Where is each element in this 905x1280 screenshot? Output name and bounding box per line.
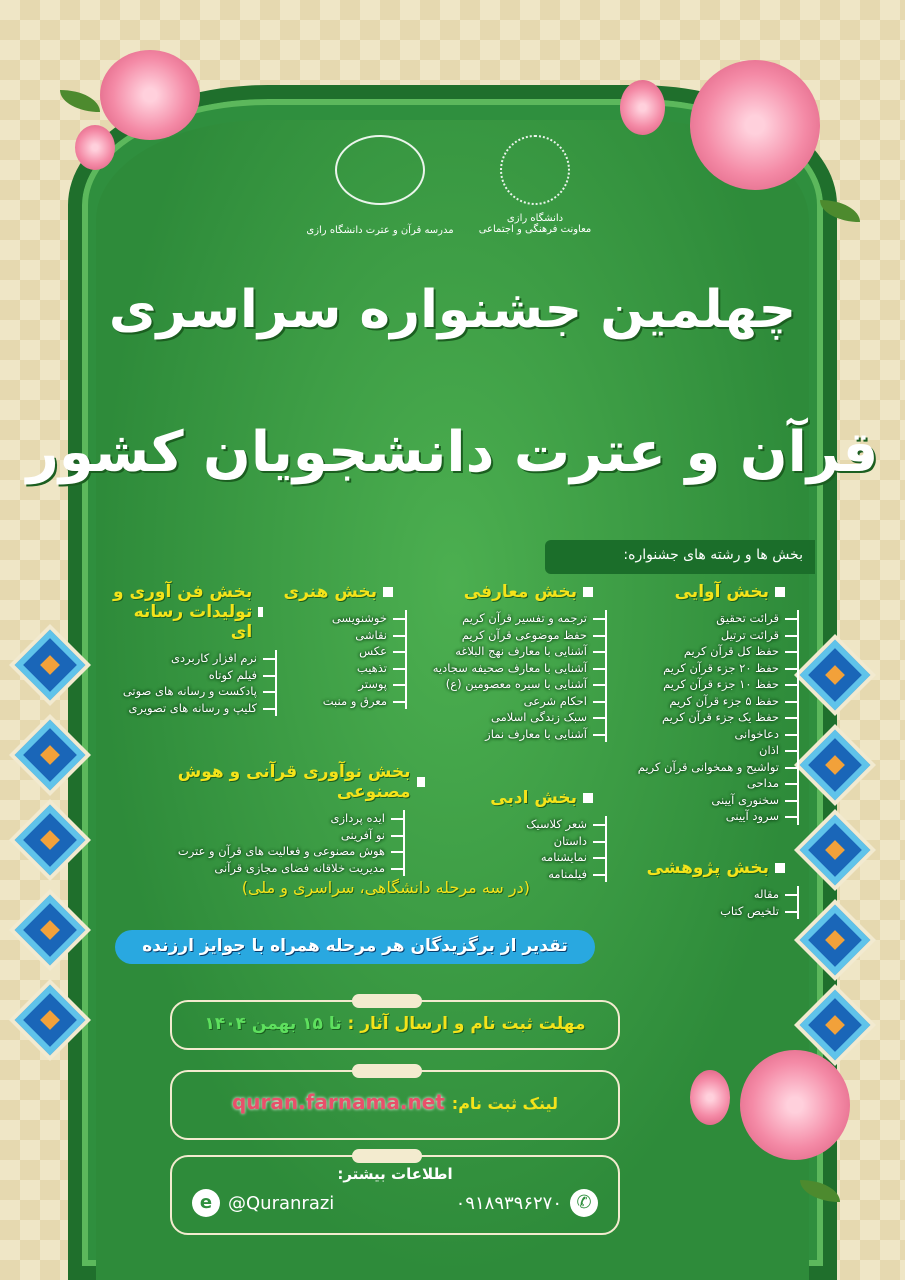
section-item: فیلم کوتاه (113, 667, 275, 684)
section-item: سبک زندگی اسلامی (413, 709, 605, 726)
section-item: معرق و منبت (283, 693, 405, 710)
eitaa-icon: e (192, 1189, 220, 1217)
section-item: حفظ ۲۰ جزء قرآن کریم (615, 660, 797, 677)
section-item: ایده پردازی (145, 810, 403, 827)
section-item: سرود آیینی (615, 808, 797, 825)
section-title: بخش نوآوری قرآنی و هوش مصنوعی (177, 762, 411, 802)
bullet-icon (775, 587, 785, 597)
contact-box (170, 1155, 620, 1235)
razi-emblem-icon (500, 135, 570, 205)
social-handle[interactable]: @Quranrazi (228, 1192, 335, 1214)
deadline-label: مهلت ثبت نام و ارسال آثار : (347, 1014, 586, 1034)
section-item: تلخیص کتاب (615, 903, 797, 920)
section-art (283, 582, 393, 709)
registration-box (170, 1070, 620, 1140)
section-item: قرائت تحقیق (615, 610, 797, 627)
section-item: ترجمه و تفسیر قرآن کریم (413, 610, 605, 627)
razi-university-logo (460, 135, 610, 235)
section-item: حفظ کل قرآن کریم (615, 643, 797, 660)
section-item: آشنایی با معارف نهج البلاغه (413, 643, 605, 660)
registration-label: لینک ثبت نام: (451, 1094, 559, 1113)
section-item: حفظ ۵ جزء قرآن کریم (615, 693, 797, 710)
rose-icon (75, 125, 115, 170)
section-item: مدیریت خلاقانه فضای مجازی قرآنی (145, 860, 403, 877)
rose-icon (620, 80, 665, 135)
leaf-icon (60, 90, 100, 112)
section-title: بخش پژوهشی (646, 858, 769, 878)
section-item: فیلمنامه (413, 866, 605, 883)
quran-school-emblem-icon (335, 135, 425, 205)
section-item: تواشیح و همخوانی قرآن کریم (615, 759, 797, 776)
divider-pill (352, 1149, 422, 1163)
contact-label: اطلاعات بیشتر: (337, 1165, 453, 1183)
section-item: نقاشی (283, 627, 405, 644)
bullet-icon (417, 777, 426, 787)
section-title: بخش معارفی (463, 582, 577, 602)
section-item: داستان (413, 833, 605, 850)
rose-icon (100, 50, 200, 140)
logo-caption: دانشگاه رازی (506, 213, 564, 224)
section-item: حفظ یک جزء قرآن کریم (615, 709, 797, 726)
quran-school-logo (305, 135, 455, 236)
bullet-icon (258, 607, 263, 617)
section-item: پادکست و رسانه های صوتی (113, 683, 275, 700)
section-item: آشنایی با سیره معصومین (ع) (413, 676, 605, 693)
section-item: خوشنویسی (283, 610, 405, 627)
section-title: بخش آوایی (674, 582, 769, 602)
section-item: مقاله (615, 886, 797, 903)
registration-link[interactable]: quran.farnama.net (231, 1090, 445, 1114)
section-item: سخنوری آیینی (615, 792, 797, 809)
section-item: عکس (283, 643, 405, 660)
section-item: شعر کلاسیک (413, 816, 605, 833)
award-banner: تقدیر از برگزیدگان هر مرحله همراه با جوایز ارزنده (115, 930, 595, 964)
section-item: قرائت ترتیل (615, 627, 797, 644)
sections-label: بخش ها و رشته های جشنواره: (545, 540, 815, 574)
section-item: آشنایی با معارف صحیفه سجادیه (413, 660, 605, 677)
section-innovation-ai (145, 762, 425, 876)
section-item: نمایشنامه (413, 849, 605, 866)
section-item: حفظ ۱۰ جزء قرآن کریم (615, 676, 797, 693)
section-title: بخش هنری (283, 582, 377, 602)
section-research (615, 858, 785, 919)
section-item: اذان (615, 742, 797, 759)
divider-pill (352, 994, 422, 1008)
section-item: کلیپ و رسانه های تصویری (113, 700, 275, 717)
section-literary (413, 788, 593, 882)
section-item: حفظ موضوعی قرآن کریم (413, 627, 605, 644)
section-item: مداحی (615, 775, 797, 792)
stages-note: (در سه مرحله دانشگاهی، سراسری و ملی) (241, 878, 530, 897)
deadline-date: تا ۱۵ بهمن ۱۴۰۴ (204, 1014, 342, 1034)
rose-icon (690, 1070, 730, 1125)
section-title: بخش فن آوری و تولیدات رسانه ای (113, 582, 253, 642)
bullet-icon (583, 587, 593, 597)
rose-icon (690, 60, 820, 190)
logo-caption: مدرسه قرآن و عترت دانشگاه رازی (306, 225, 454, 236)
section-avaei (615, 582, 785, 825)
section-item: نرم افزار کاربردی (113, 650, 275, 667)
section-item: احکام شرعی (413, 693, 605, 710)
divider-pill (352, 1064, 422, 1078)
bullet-icon (775, 863, 785, 873)
section-technology (113, 582, 263, 716)
section-item: آشنایی با معارف نماز (413, 726, 605, 743)
section-item: هوش مصنوعی و فعالیت های قرآن و عترت (145, 843, 403, 860)
section-item: تذهیب (283, 660, 405, 677)
bullet-icon (583, 793, 593, 803)
festival-title-line2: قرآن و عترت دانشجویان کشور (26, 420, 879, 485)
rose-icon (740, 1050, 850, 1160)
section-item: نو آفرینی (145, 827, 403, 844)
festival-title-line1: چهلمین جشنواره سراسری (108, 280, 797, 340)
bullet-icon (383, 587, 393, 597)
phone-number[interactable]: ۰۹۱۸۹۳۹۶۲۷۰ (455, 1192, 562, 1214)
deadline-box (170, 1000, 620, 1050)
logo-caption: معاونت فرهنگی و اجتماعی (478, 224, 592, 235)
section-item: پوستر (283, 676, 405, 693)
section-title: بخش ادبی (490, 788, 577, 808)
phone-icon: ✆ (570, 1189, 598, 1217)
section-item: دعاخوانی (615, 726, 797, 743)
section-maarefi (413, 582, 593, 742)
